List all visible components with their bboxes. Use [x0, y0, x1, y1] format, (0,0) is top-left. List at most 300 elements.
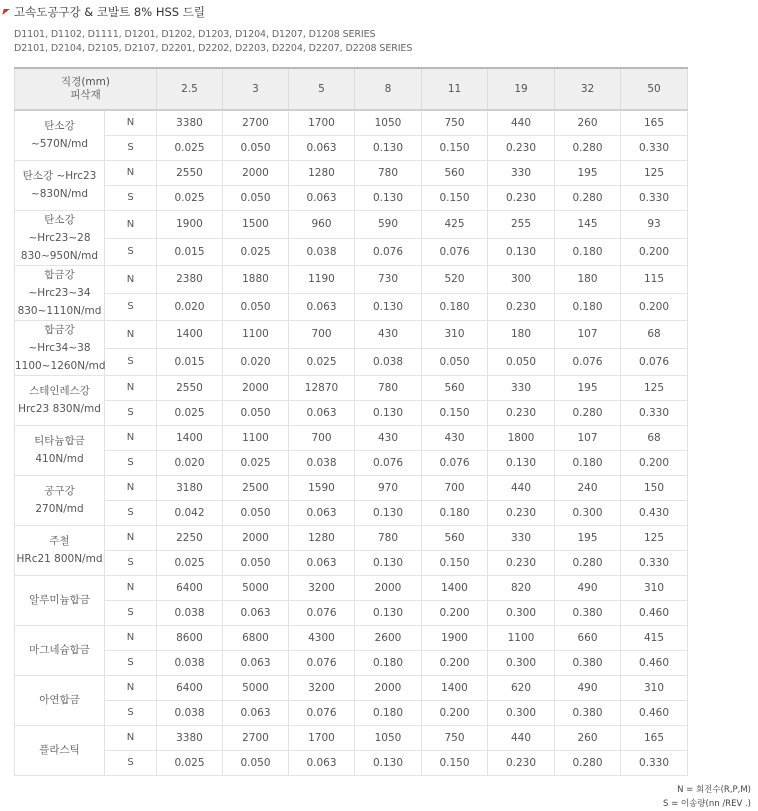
feed-value-cell: 0.130	[488, 238, 555, 265]
rpm-value-cell: 1280	[289, 525, 355, 550]
feed-value-cell: 0.430	[621, 500, 688, 525]
material-name-line: 830~1110N/md	[17, 304, 102, 317]
material-cell	[15, 375, 105, 425]
rpm-value-cell: 310	[621, 675, 688, 700]
feed-value-cell: 0.380	[555, 600, 621, 625]
rpm-value-cell: 12870	[289, 375, 355, 400]
feed-value-cell: 0.063	[289, 400, 355, 425]
rpm-value-cell: 730	[355, 265, 422, 293]
feed-value-cell: 0.280	[555, 185, 621, 210]
material-cell	[15, 110, 105, 160]
rpm-value-cell: 1800	[488, 425, 555, 450]
feed-value-cell: 0.130	[355, 750, 422, 775]
feed-label: S	[105, 185, 157, 210]
rpm-value-cell: 68	[621, 320, 688, 348]
rpm-value-cell: 3200	[289, 575, 355, 600]
material-cell	[15, 475, 105, 525]
rpm-value-cell: 1700	[289, 725, 355, 750]
material-name-line: 주철	[49, 535, 70, 547]
material-name-line: 공구강	[44, 485, 75, 497]
material-cell	[15, 575, 105, 625]
rpm-value-cell: 2700	[223, 110, 289, 135]
feed-value-cell: 0.130	[355, 185, 422, 210]
feed-value-cell: 0.230	[488, 135, 555, 160]
feed-value-cell: 0.230	[488, 185, 555, 210]
rpm-value-cell: 3380	[157, 725, 223, 750]
material-name-line: ~570N/md	[30, 138, 89, 151]
feed-value-cell: 0.230	[488, 400, 555, 425]
rpm-value-cell: 440	[488, 725, 555, 750]
feed-value-cell: 0.025	[223, 238, 289, 265]
table-row	[15, 600, 688, 625]
rpm-value-cell: 300	[488, 265, 555, 293]
table-row	[15, 110, 688, 135]
feed-value-cell: 0.150	[422, 185, 488, 210]
feed-value-cell: 0.460	[621, 650, 688, 675]
feed-value-cell: 0.330	[621, 400, 688, 425]
table-row	[15, 625, 688, 650]
rpm-value-cell: 68	[621, 425, 688, 450]
table-row	[15, 185, 688, 210]
feed-value-cell: 0.460	[621, 700, 688, 725]
feed-label: S	[105, 400, 157, 425]
rpm-value-cell: 1700	[289, 110, 355, 135]
table-row	[15, 265, 688, 293]
feed-label: S	[105, 500, 157, 525]
feed-value-cell: 0.330	[621, 135, 688, 160]
feed-value-cell: 0.200	[621, 238, 688, 265]
material-name-line: 합금강	[44, 268, 75, 281]
rpm-value-cell: 125	[621, 375, 688, 400]
rpm-value-cell: 330	[488, 160, 555, 185]
rpm-value-cell: 780	[355, 160, 422, 185]
material-name-line: 스테인레스강	[29, 385, 90, 397]
feed-value-cell: 0.280	[555, 400, 621, 425]
feed-value-cell: 0.038	[289, 450, 355, 475]
feed-label: S	[105, 135, 157, 160]
table-row	[15, 450, 688, 475]
rpm-value-cell: 1400	[157, 425, 223, 450]
feed-value-cell: 0.020	[157, 293, 223, 320]
rpm-value-cell: 5000	[223, 575, 289, 600]
rpm-value-cell: 620	[488, 675, 555, 700]
feed-label: S	[105, 650, 157, 675]
table-row	[15, 238, 688, 265]
material-name-line: 티타늄합금	[34, 435, 85, 447]
table-row	[15, 575, 688, 600]
feed-value-cell: 0.063	[289, 185, 355, 210]
feed-value-cell: 0.280	[555, 135, 621, 160]
feed-value-cell: 0.025	[289, 348, 355, 375]
rpm-value-cell: 490	[555, 575, 621, 600]
rpm-value-cell: 1400	[422, 575, 488, 600]
feed-value-cell: 0.063	[223, 650, 289, 675]
rpm-value-cell: 2250	[157, 525, 223, 550]
feed-value-cell: 0.050	[223, 550, 289, 575]
rpm-label: N	[105, 625, 157, 650]
feed-value-cell: 0.280	[555, 550, 621, 575]
feed-value-cell: 0.063	[289, 750, 355, 775]
feed-value-cell: 0.150	[422, 135, 488, 160]
diameter-label: 직경(mm)	[61, 76, 110, 88]
feed-value-cell: 0.300	[555, 500, 621, 525]
rpm-label: N	[105, 265, 157, 293]
feed-value-cell: 0.050	[223, 135, 289, 160]
table-row	[15, 675, 688, 700]
feed-value-cell: 0.180	[555, 450, 621, 475]
feed-value-cell: 0.460	[621, 600, 688, 625]
feed-value-cell: 0.038	[157, 650, 223, 675]
table-body	[15, 110, 688, 775]
feed-value-cell: 0.150	[422, 750, 488, 775]
rpm-value-cell: 440	[488, 475, 555, 500]
table-row	[15, 550, 688, 575]
table-row	[15, 425, 688, 450]
rpm-value-cell: 310	[422, 320, 488, 348]
feed-value-cell: 0.076	[355, 450, 422, 475]
cutting-condition-table	[14, 67, 688, 776]
feed-label: S	[105, 293, 157, 320]
feed-value-cell: 0.180	[355, 700, 422, 725]
header-row	[15, 68, 688, 110]
rpm-value-cell: 430	[422, 425, 488, 450]
feed-value-cell: 0.230	[488, 750, 555, 775]
rpm-value-cell: 1400	[422, 675, 488, 700]
rpm-value-cell: 1880	[223, 265, 289, 293]
feed-value-cell: 0.130	[355, 600, 422, 625]
title-text: 고속도공구강 & 코발트 8% HSS 드릴	[14, 5, 205, 19]
feed-value-cell: 0.130	[355, 550, 422, 575]
material-name-line: 270N/md	[35, 503, 84, 515]
feed-label: S	[105, 348, 157, 375]
rpm-value-cell: 150	[621, 475, 688, 500]
feed-value-cell: 0.020	[223, 348, 289, 375]
rpm-value-cell: 2550	[157, 160, 223, 185]
rpm-value-cell: 310	[621, 575, 688, 600]
material-cell	[15, 525, 105, 575]
rpm-label: N	[105, 375, 157, 400]
feed-value-cell: 0.180	[422, 500, 488, 525]
legend-s: S = 이송량(nn /REV .)	[662, 799, 751, 809]
feed-value-cell: 0.200	[621, 293, 688, 320]
feed-value-cell: 0.180	[555, 293, 621, 320]
rpm-label: N	[105, 210, 157, 238]
feed-value-cell: 0.330	[621, 185, 688, 210]
material-name-line: Hrc23 830N/md	[18, 403, 101, 415]
legend-n: N = 회전수(R,P,M)	[677, 785, 751, 795]
table-row	[15, 160, 688, 185]
material-cell	[15, 425, 105, 475]
feed-value-cell: 0.063	[289, 293, 355, 320]
rpm-value-cell: 3200	[289, 675, 355, 700]
material-cell	[15, 210, 105, 265]
rpm-value-cell: 960	[289, 210, 355, 238]
rpm-value-cell: 240	[555, 475, 621, 500]
rpm-value-cell: 780	[355, 525, 422, 550]
rpm-value-cell: 1500	[223, 210, 289, 238]
rpm-value-cell: 4300	[289, 625, 355, 650]
feed-value-cell: 0.050	[223, 500, 289, 525]
rpm-value-cell: 145	[555, 210, 621, 238]
table-row	[15, 650, 688, 675]
rpm-value-cell: 440	[488, 110, 555, 135]
rpm-value-cell: 1590	[289, 475, 355, 500]
rpm-value-cell: 330	[488, 525, 555, 550]
rpm-value-cell: 6400	[157, 675, 223, 700]
rpm-value-cell: 520	[422, 265, 488, 293]
material-cell	[15, 320, 105, 375]
rpm-value-cell: 165	[621, 725, 688, 750]
rpm-value-cell: 2500	[223, 475, 289, 500]
feed-value-cell: 0.130	[355, 400, 422, 425]
rpm-value-cell: 780	[355, 375, 422, 400]
rpm-value-cell: 195	[555, 525, 621, 550]
rpm-value-cell: 1100	[488, 625, 555, 650]
rpm-value-cell: 590	[355, 210, 422, 238]
feed-value-cell: 0.050	[422, 348, 488, 375]
feed-value-cell: 0.025	[157, 135, 223, 160]
rpm-value-cell: 6400	[157, 575, 223, 600]
feed-value-cell: 0.050	[223, 185, 289, 210]
rpm-label: N	[105, 320, 157, 348]
material-cell	[15, 675, 105, 725]
rpm-value-cell: 2000	[223, 525, 289, 550]
rpm-value-cell: 560	[422, 160, 488, 185]
rpm-label: N	[105, 725, 157, 750]
feed-value-cell: 0.230	[488, 293, 555, 320]
diameter-header: 19	[488, 68, 555, 110]
material-name-line: ~Hrc23~28	[28, 231, 91, 244]
rpm-value-cell: 1280	[289, 160, 355, 185]
feed-value-cell: 0.200	[422, 700, 488, 725]
rpm-value-cell: 2000	[223, 375, 289, 400]
material-name-line: 830~950N/md	[20, 249, 99, 262]
table-row	[15, 700, 688, 725]
feed-value-cell: 0.076	[555, 348, 621, 375]
rpm-value-cell: 750	[422, 725, 488, 750]
feed-label: S	[105, 550, 157, 575]
feed-value-cell: 0.025	[157, 185, 223, 210]
rpm-value-cell: 430	[355, 425, 422, 450]
material-name-line: 410N/md	[35, 453, 84, 465]
rpm-value-cell: 3380	[157, 110, 223, 135]
feed-value-cell: 0.380	[555, 650, 621, 675]
rpm-value-cell: 6800	[223, 625, 289, 650]
rpm-value-cell: 195	[555, 160, 621, 185]
rpm-label: N	[105, 475, 157, 500]
header-label-cell	[15, 68, 157, 110]
rpm-value-cell: 195	[555, 375, 621, 400]
feed-label: S	[105, 750, 157, 775]
feed-value-cell: 0.076	[289, 600, 355, 625]
rpm-value-cell: 5000	[223, 675, 289, 700]
feed-value-cell: 0.380	[555, 700, 621, 725]
rpm-value-cell: 255	[488, 210, 555, 238]
rpm-value-cell: 260	[555, 110, 621, 135]
feed-value-cell: 0.063	[289, 135, 355, 160]
rpm-value-cell: 560	[422, 525, 488, 550]
material-label: 피삭재	[70, 89, 101, 101]
material-name-line: 마그네슘합금	[29, 644, 90, 656]
feed-value-cell: 0.130	[488, 450, 555, 475]
rpm-value-cell: 2000	[223, 160, 289, 185]
material-cell	[15, 725, 105, 775]
rpm-value-cell: 2000	[355, 675, 422, 700]
rpm-value-cell: 490	[555, 675, 621, 700]
rpm-value-cell: 115	[621, 265, 688, 293]
feed-value-cell: 0.200	[621, 450, 688, 475]
rpm-value-cell: 8600	[157, 625, 223, 650]
rpm-value-cell: 425	[422, 210, 488, 238]
feed-value-cell: 0.076	[422, 238, 488, 265]
table-row	[15, 348, 688, 375]
rpm-value-cell: 93	[621, 210, 688, 238]
feed-value-cell: 0.038	[157, 700, 223, 725]
feed-label: S	[105, 600, 157, 625]
rpm-value-cell: 2600	[355, 625, 422, 650]
material-name-line: 아연합금	[39, 694, 80, 706]
rpm-value-cell: 180	[488, 320, 555, 348]
rpm-value-cell: 2700	[223, 725, 289, 750]
rpm-value-cell: 260	[555, 725, 621, 750]
rpm-value-cell: 560	[422, 375, 488, 400]
rpm-value-cell: 2380	[157, 265, 223, 293]
table-row	[15, 375, 688, 400]
page-title	[3, 4, 205, 20]
diameter-header: 32	[555, 68, 621, 110]
feed-value-cell: 0.076	[422, 450, 488, 475]
rpm-label: N	[105, 575, 157, 600]
rpm-value-cell: 165	[621, 110, 688, 135]
diameter-header: 2.5	[157, 68, 223, 110]
rpm-label: N	[105, 425, 157, 450]
rpm-label: N	[105, 525, 157, 550]
rpm-value-cell: 415	[621, 625, 688, 650]
material-name-line: 합금강	[44, 323, 75, 336]
material-name-line: 알루미늄합금	[29, 594, 90, 606]
diameter-header: 3	[223, 68, 289, 110]
feed-value-cell: 0.130	[355, 500, 422, 525]
table-row	[15, 725, 688, 750]
table-row	[15, 320, 688, 348]
rpm-value-cell: 1050	[355, 725, 422, 750]
rpm-value-cell: 1100	[223, 320, 289, 348]
rpm-value-cell: 1900	[157, 210, 223, 238]
feed-value-cell: 0.025	[223, 450, 289, 475]
feed-value-cell: 0.180	[355, 650, 422, 675]
rpm-label: N	[105, 675, 157, 700]
rpm-value-cell: 330	[488, 375, 555, 400]
rpm-value-cell: 1400	[157, 320, 223, 348]
feed-value-cell: 0.076	[289, 650, 355, 675]
feed-label: S	[105, 238, 157, 265]
feed-value-cell: 0.076	[621, 348, 688, 375]
rpm-value-cell: 2000	[355, 575, 422, 600]
feed-value-cell: 0.025	[157, 400, 223, 425]
feed-value-cell: 0.038	[355, 348, 422, 375]
feed-value-cell: 0.076	[355, 238, 422, 265]
feed-value-cell: 0.038	[289, 238, 355, 265]
feed-value-cell: 0.150	[422, 550, 488, 575]
rpm-value-cell: 430	[355, 320, 422, 348]
rpm-value-cell: 970	[355, 475, 422, 500]
rpm-value-cell: 820	[488, 575, 555, 600]
rpm-value-cell: 125	[621, 525, 688, 550]
rpm-value-cell: 1050	[355, 110, 422, 135]
feed-value-cell: 0.230	[488, 550, 555, 575]
feed-value-cell: 0.230	[488, 500, 555, 525]
material-name-line: ~Hrc23~34	[28, 286, 91, 299]
material-cell	[15, 160, 105, 210]
rpm-value-cell: 1900	[422, 625, 488, 650]
feed-value-cell: 0.015	[157, 348, 223, 375]
diameter-header: 8	[355, 68, 422, 110]
feed-value-cell: 0.050	[223, 750, 289, 775]
material-name-line: 1100~1260N/md	[15, 359, 106, 372]
table-row	[15, 500, 688, 525]
rpm-value-cell: 2550	[157, 375, 223, 400]
feed-value-cell: 0.180	[422, 293, 488, 320]
feed-value-cell: 0.300	[488, 650, 555, 675]
material-cell	[15, 265, 105, 320]
material-name-line: ~830N/md	[30, 188, 89, 200]
rpm-value-cell: 700	[422, 475, 488, 500]
feed-value-cell: 0.050	[223, 293, 289, 320]
feed-value-cell: 0.150	[422, 400, 488, 425]
material-name-line: 탄소강	[44, 120, 75, 133]
rpm-label: N	[105, 160, 157, 185]
rpm-value-cell: 750	[422, 110, 488, 135]
diameter-header: 50	[621, 68, 688, 110]
feed-value-cell: 0.300	[488, 700, 555, 725]
series-line-1: D1101, D1102, D1111, D1201, D1202, D1203, D1204, D1207, D1208 SERIES	[14, 29, 376, 40]
material-cell	[15, 625, 105, 675]
rpm-value-cell: 700	[289, 425, 355, 450]
table-row	[15, 210, 688, 238]
feed-value-cell: 0.063	[223, 700, 289, 725]
feed-value-cell: 0.063	[289, 500, 355, 525]
rpm-value-cell: 125	[621, 160, 688, 185]
material-name-line: ~Hrc34~38	[28, 341, 91, 354]
table-row	[15, 135, 688, 160]
material-name-line: 탄소강	[44, 213, 75, 226]
rpm-value-cell: 1100	[223, 425, 289, 450]
feed-value-cell: 0.015	[157, 238, 223, 265]
table-row	[15, 750, 688, 775]
material-name-line: HRc21 800N/md	[16, 553, 103, 565]
feed-value-cell: 0.200	[422, 600, 488, 625]
rpm-value-cell: 660	[555, 625, 621, 650]
feed-value-cell: 0.130	[355, 135, 422, 160]
feed-value-cell: 0.180	[555, 238, 621, 265]
red-bullet-icon	[2, 9, 10, 15]
table-row	[15, 293, 688, 320]
diameter-header: 5	[289, 68, 355, 110]
diameter-header: 11	[422, 68, 488, 110]
feed-value-cell: 0.076	[289, 700, 355, 725]
feed-value-cell: 0.042	[157, 500, 223, 525]
feed-value-cell: 0.300	[488, 600, 555, 625]
feed-value-cell: 0.050	[488, 348, 555, 375]
table-row	[15, 475, 688, 500]
rpm-value-cell: 180	[555, 265, 621, 293]
rpm-value-cell: 1190	[289, 265, 355, 293]
feed-label: S	[105, 700, 157, 725]
rpm-value-cell: 700	[289, 320, 355, 348]
feed-value-cell: 0.038	[157, 600, 223, 625]
feed-value-cell: 0.330	[621, 750, 688, 775]
feed-value-cell: 0.025	[157, 550, 223, 575]
